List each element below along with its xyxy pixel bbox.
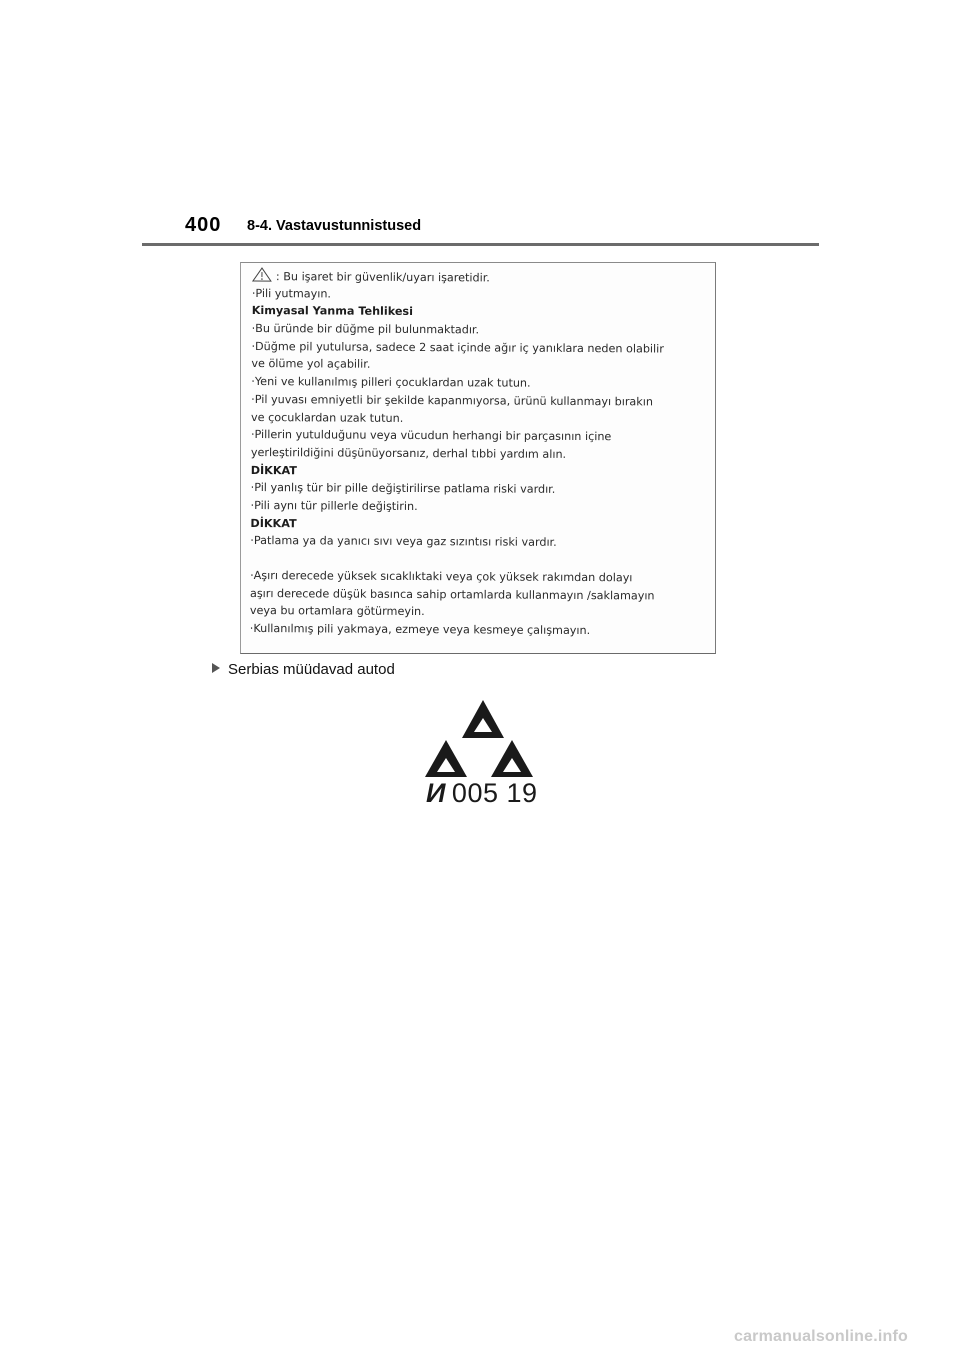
watermark: carmanualsonline.info: [733, 1328, 908, 1345]
certification-number: 005 19: [451, 778, 538, 808]
page-number: 400: [185, 214, 222, 236]
label-line: ·Kullanılmış pili yakmaya, ezmeye veya kesmeye çalışmayın.: [249, 622, 591, 638]
certification-code: [426, 778, 538, 809]
market-label: Serbias müüdavad autod: [228, 661, 395, 678]
label-line: ·Yeni ve kullanılmış pilleri çocuklardan uzak tutun.: [251, 375, 531, 390]
warning-triangle-icon: [252, 267, 272, 282]
warning-label-box: [240, 262, 716, 654]
warning-label-text: [250, 267, 707, 641]
label-line: ve çocuklardan uzak tutun.: [251, 410, 404, 425]
label-line: ·Düğme pil yutulursa, sadece 2 saat içinde ağır iç yanıklara neden olabilir: [251, 339, 664, 356]
label-line: ·Aşırı derecede yüksek sıcaklıktaki veya çok yüksek rakımdan dolayı: [250, 568, 633, 585]
label-line: ·Patlama ya da yanıcı sıvı veya gaz sızıntısı riski vardır.: [250, 534, 557, 550]
label-heading: DİKKAT: [250, 516, 297, 530]
header-rule: [142, 243, 819, 246]
label-line: veya bu ortamlara götürmeyin.: [249, 604, 425, 619]
label-line: yerleştirildiğini düşünüyorsanız, derhal tıbbi yardım alın.: [250, 445, 567, 461]
label-heading: Kimyasal Yanma Tehlikesi: [251, 304, 413, 319]
certification-glyph: И: [426, 778, 446, 808]
label-line: ·Pil yuvası emniyetli bir şekilde kapanmıyorsa, ürünü kullanmayı bırakın: [251, 392, 654, 409]
label-line: aşırı derecede düşük basınca sahip ortamlarda kullanmayın /saklamayın: [249, 586, 655, 603]
label-line: ·Pillerin yutulduğunu veya vücudun herhangi bir parçasının içine: [250, 428, 612, 444]
label-line: ·Pili yutmayın.: [251, 286, 332, 301]
label-line: ·Bu üründe bir düğme pil bulunmaktadır.: [251, 322, 480, 337]
label-line: : Bu işaret bir güvenlik/uyarı işaretidir.: [252, 267, 707, 287]
triangle-arrow-icon: [212, 663, 220, 673]
label-heading: DİKKAT: [250, 463, 298, 477]
label-line: ·Pil yanlış tür bir pille değiştirilirse patlama riski vardır.: [250, 481, 556, 497]
label-line: ve ölüme yol açabilir.: [251, 357, 371, 372]
label-line: ·Pili aynı tür pillerle değiştirin.: [250, 498, 418, 513]
section-title: 8-4. Vastavustunnistused: [247, 218, 422, 234]
market-bullet: [212, 661, 395, 678]
